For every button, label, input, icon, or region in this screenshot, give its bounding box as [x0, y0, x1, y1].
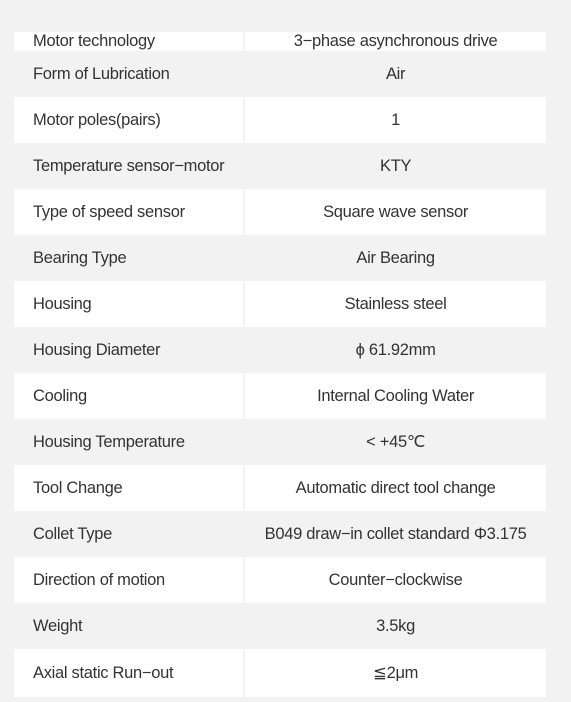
table-row [14, 97, 546, 143]
spec-label: Motor technology [14, 32, 243, 51]
spec-value: ϕ 61.92mm [245, 327, 546, 373]
spec-value: Air Bearing [245, 235, 546, 281]
spec-label: Temperature sensor−motor [14, 143, 243, 189]
spec-value: Stainless steel [245, 281, 546, 327]
table-row [14, 603, 546, 649]
spec-label: Axial static Run−out [14, 649, 243, 697]
table-row [14, 511, 546, 557]
spec-value: B049 draw−in collet standard Φ3.175 [245, 511, 546, 557]
table-row [14, 557, 546, 603]
table-row [14, 0, 546, 51]
spec-label: Type of speed sensor [14, 189, 243, 235]
spec-value: Automatic direct tool change [245, 465, 546, 511]
spec-value: KTY [245, 143, 546, 189]
spec-label: Direction of motion [14, 557, 243, 603]
spec-value: Counter−clockwise [245, 557, 546, 603]
table-row [14, 51, 546, 97]
spec-table [14, 0, 546, 697]
spec-value: < +45℃ [245, 419, 546, 465]
spec-label: Housing Diameter [14, 327, 243, 373]
spec-label: Weight [14, 603, 243, 649]
spec-value: ≦2μm [245, 649, 546, 697]
spec-label: Housing [14, 281, 243, 327]
spec-label: Cooling [14, 373, 243, 419]
spec-label: Form of Lubrication [14, 51, 243, 97]
spec-value: Air [245, 51, 546, 97]
table-row [14, 281, 546, 327]
spec-label: Tool Change [14, 465, 243, 511]
table-row [14, 419, 546, 465]
spec-value: 3−phase asynchronous drive [245, 32, 546, 51]
table-row [14, 373, 546, 419]
table-row [14, 465, 546, 511]
table-row [14, 235, 546, 281]
spec-value: Internal Cooling Water [245, 373, 546, 419]
spec-label: Collet Type [14, 511, 243, 557]
table-row [14, 189, 546, 235]
table-row [14, 649, 546, 697]
spec-value: Square wave sensor [245, 189, 546, 235]
spec-label: Housing Temperature [14, 419, 243, 465]
table-row [14, 143, 546, 189]
spec-value: 1 [245, 97, 546, 143]
spec-label: Motor poles(pairs) [14, 97, 243, 143]
table-row [14, 327, 546, 373]
spec-label: Bearing Type [14, 235, 243, 281]
spec-value: 3.5kg [245, 603, 546, 649]
